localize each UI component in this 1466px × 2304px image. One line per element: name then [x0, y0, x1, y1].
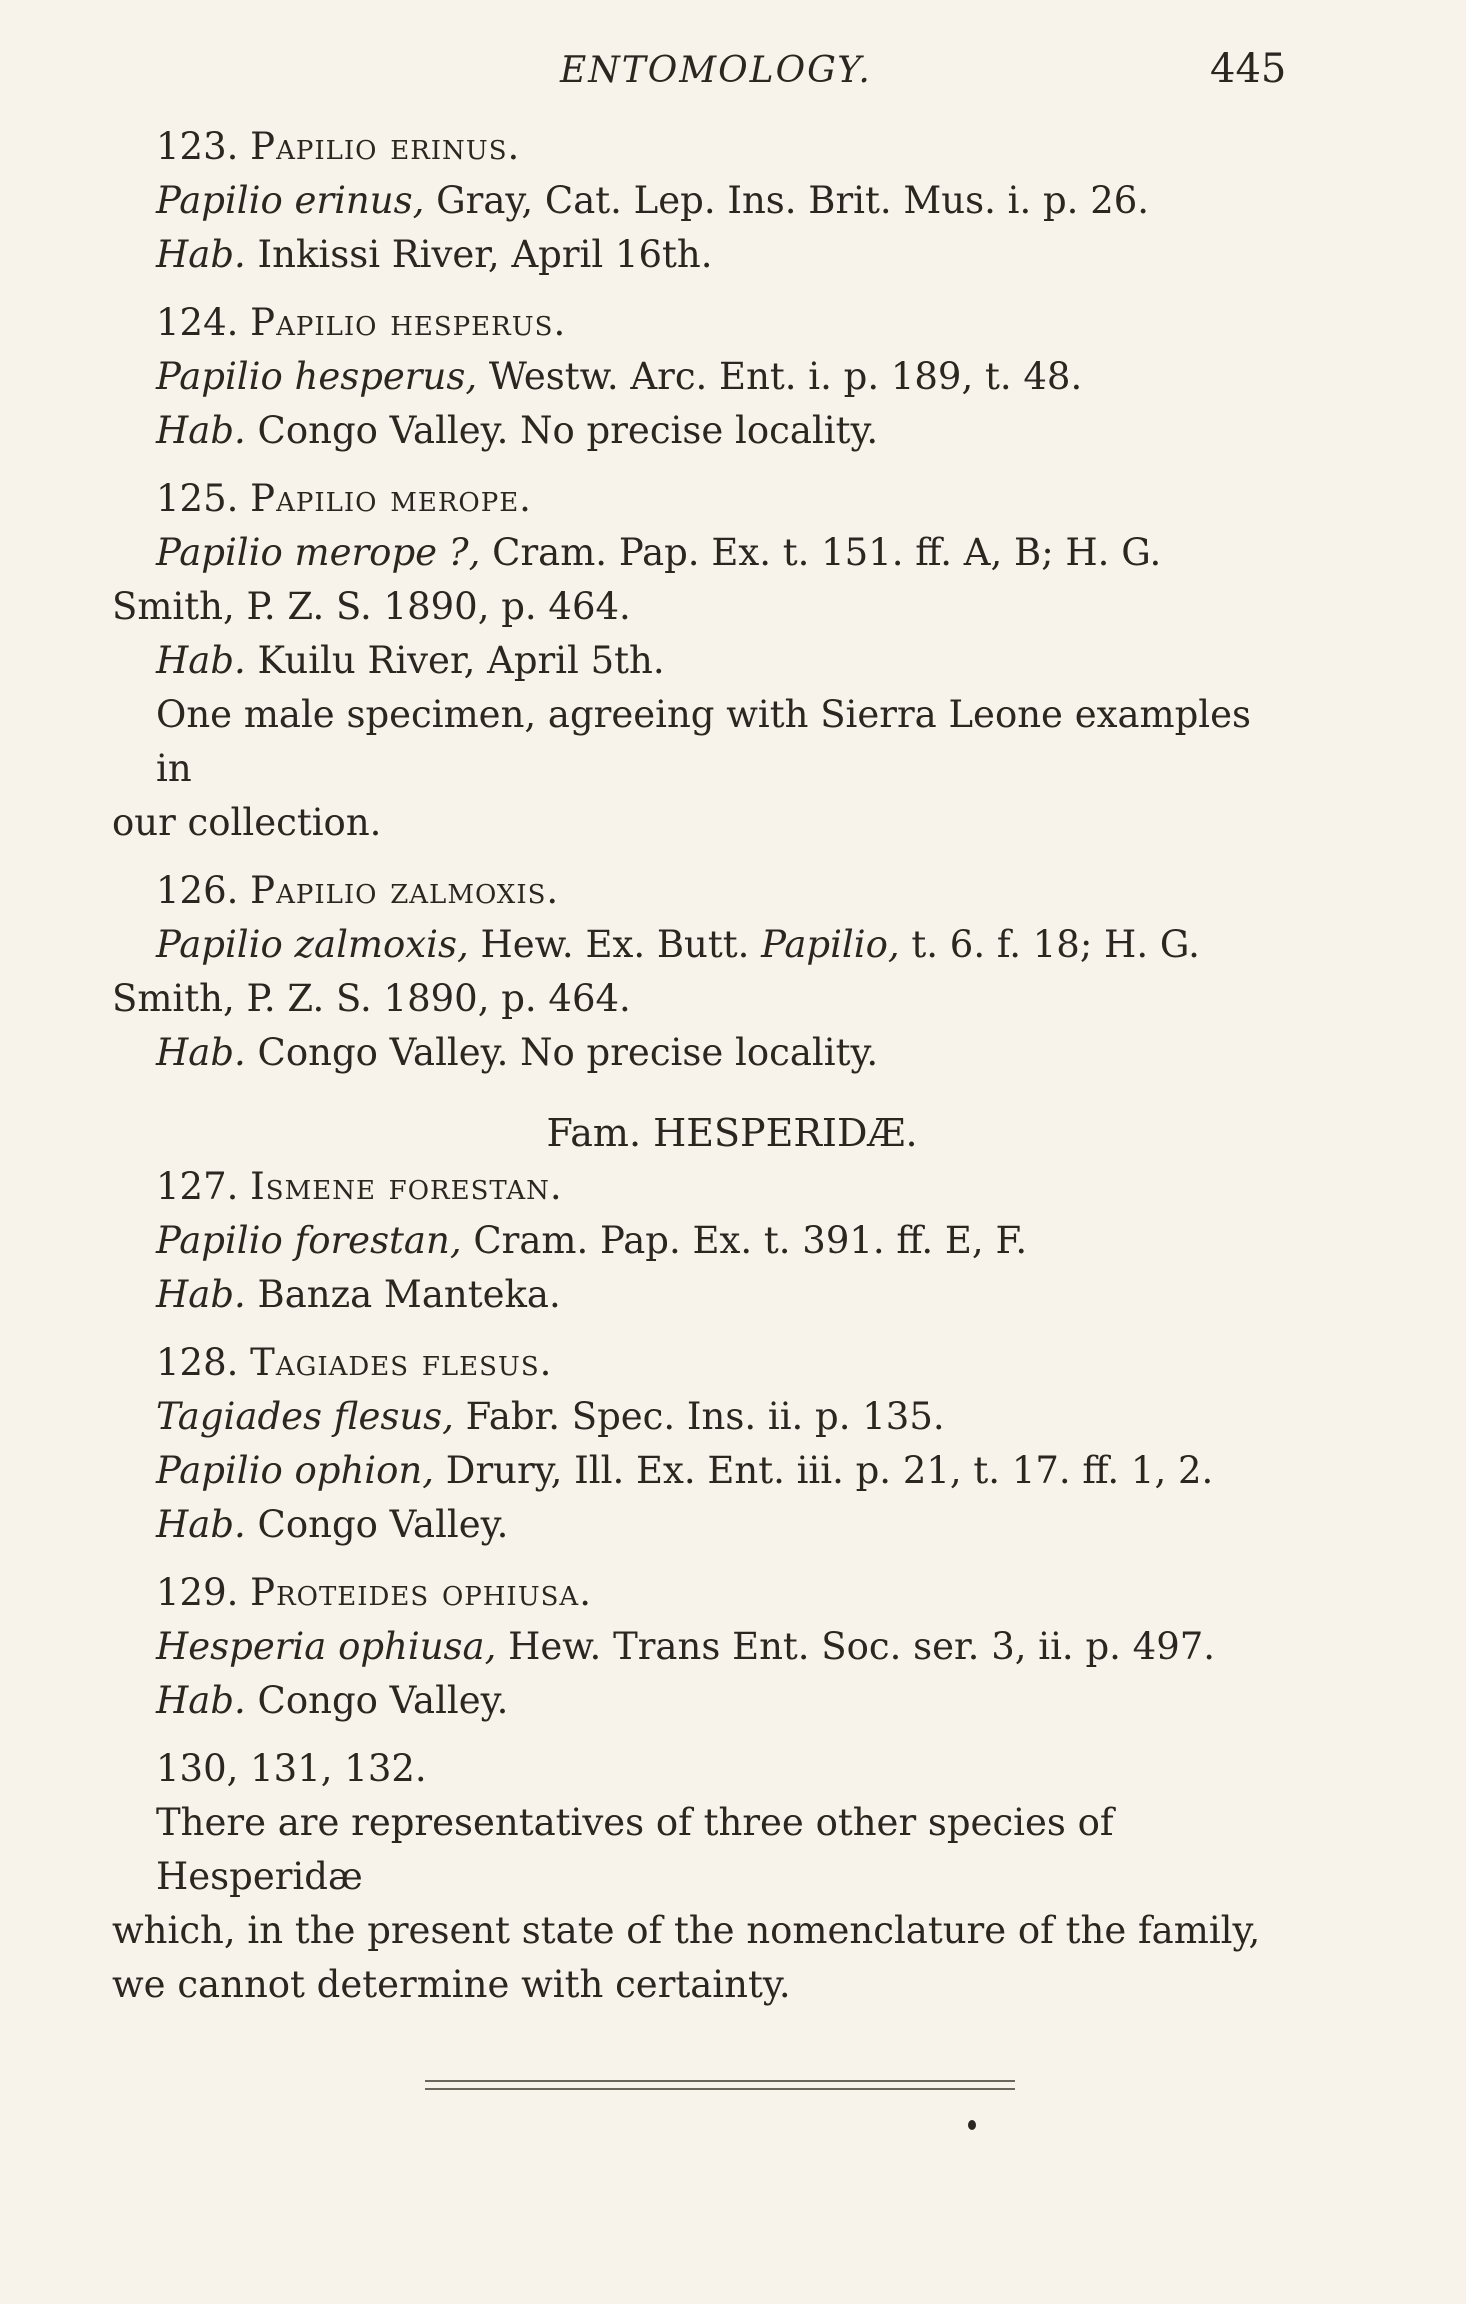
citation: Papilio ophion, Drury, Ill. Ex. Ent. iii. p. 21, t. 17. ff. 1, 2.: [156, 1449, 1214, 1492]
habitat: Hab. Congo Valley. No precise locality.: [156, 1031, 879, 1074]
citation: Hesperia ophiusa, Hew. Trans Ent. Soc. ser. 3, ii. p. 497.: [156, 1625, 1216, 1668]
species-entry-124: [112, 296, 1292, 458]
citation: Papilio erinus, Gray, Cat. Lep. Ins. Brit. Mus. i. p. 26.: [156, 179, 1150, 222]
citation: Tagiades flesus, Fabr. Spec. Ins. ii. p. 135.: [156, 1395, 945, 1438]
species-number: 127.: [156, 1165, 239, 1208]
species-heading: [112, 1160, 1292, 1214]
species-entry-128: [112, 1336, 1292, 1552]
habitat: Hab. Kuilu River, April 5th.: [156, 639, 665, 682]
species-name: Tagiades flesus.: [250, 1341, 553, 1384]
species-entry-127: [112, 1160, 1292, 1322]
family-heading: Fam. HESPERIDÆ.: [546, 1111, 918, 1155]
species-entry-130-132: [112, 1742, 1292, 2012]
species-name: Proteides ophiusa.: [250, 1571, 592, 1614]
citation: Papilio forestan, Cram. Pap. Ex. t. 391. ff. E, F.: [156, 1219, 1028, 1262]
species-entry-123: [112, 120, 1292, 282]
species-heading: [112, 120, 1292, 174]
note-line: we cannot determine with certainty.: [112, 1963, 791, 2006]
species-number: 124.: [156, 301, 239, 344]
note-line: our collection.: [112, 801, 382, 844]
species-heading: 130, 131, 132.: [156, 1747, 427, 1790]
species-entry-129: [112, 1566, 1292, 1728]
page-header: [0, 44, 1466, 104]
species-heading: [112, 1566, 1292, 1620]
species-name: Ismene forestan.: [250, 1165, 563, 1208]
species-number: 125.: [156, 477, 239, 520]
species-name: Papilio zalmoxis.: [250, 869, 560, 912]
citation-continued: Smith, P. Z. S. 1890, p. 464.: [112, 585, 631, 628]
citation-continued: Smith, P. Z. S. 1890, p. 464.: [112, 977, 631, 1020]
divider: [425, 2080, 1015, 2082]
species-name: Papilio erinus.: [250, 125, 521, 168]
species-name: Papilio merope.: [250, 477, 532, 520]
habitat: Hab. Congo Valley. No precise locality.: [156, 409, 879, 452]
habitat: Hab. Congo Valley.: [156, 1679, 509, 1722]
citation: Papilio hesperus, Westw. Arc. Ent. i. p. 189, t. 48.: [156, 355, 1083, 398]
habitat: Hab. Banza Manteka.: [156, 1273, 561, 1316]
print-mark: [968, 2120, 976, 2130]
end-rule: [425, 2080, 1015, 2096]
species-heading: [112, 864, 1292, 918]
note-line: One male specimen, agreeing with Sierra Leone examples in: [156, 693, 1252, 790]
species-name: Papilio hesperus.: [250, 301, 567, 344]
page-body: [112, 120, 1292, 2026]
citation: Papilio merope ?, Cram. Pap. Ex. t. 151. ff. A, B; H. G.: [156, 531, 1162, 574]
species-number: 123.: [156, 125, 239, 168]
note-line: which, in the present state of the nomenclature of the family,: [112, 1909, 1261, 1952]
species-heading: [112, 1336, 1292, 1390]
running-title: ENTOMOLOGY.: [560, 50, 872, 91]
habitat: Hab. Congo Valley.: [156, 1503, 509, 1546]
species-heading: [112, 296, 1292, 350]
divider: [425, 2088, 1015, 2090]
species-heading: [112, 472, 1292, 526]
species-entry-125: [112, 472, 1292, 850]
habitat: Hab. Inkissi River, April 16th.: [156, 233, 713, 276]
species-number: 126.: [156, 869, 239, 912]
species-number: 128.: [156, 1341, 239, 1384]
species-entry-126: [112, 864, 1292, 1080]
species-number: 129.: [156, 1571, 239, 1614]
note-line: There are representatives of three other species of Hesperidæ: [156, 1801, 1114, 1898]
citation: Papilio zalmoxis, Hew. Ex. Butt. Papilio, t. 6. f. 18; H. G.: [156, 923, 1200, 966]
page-number: 445: [1210, 46, 1287, 92]
